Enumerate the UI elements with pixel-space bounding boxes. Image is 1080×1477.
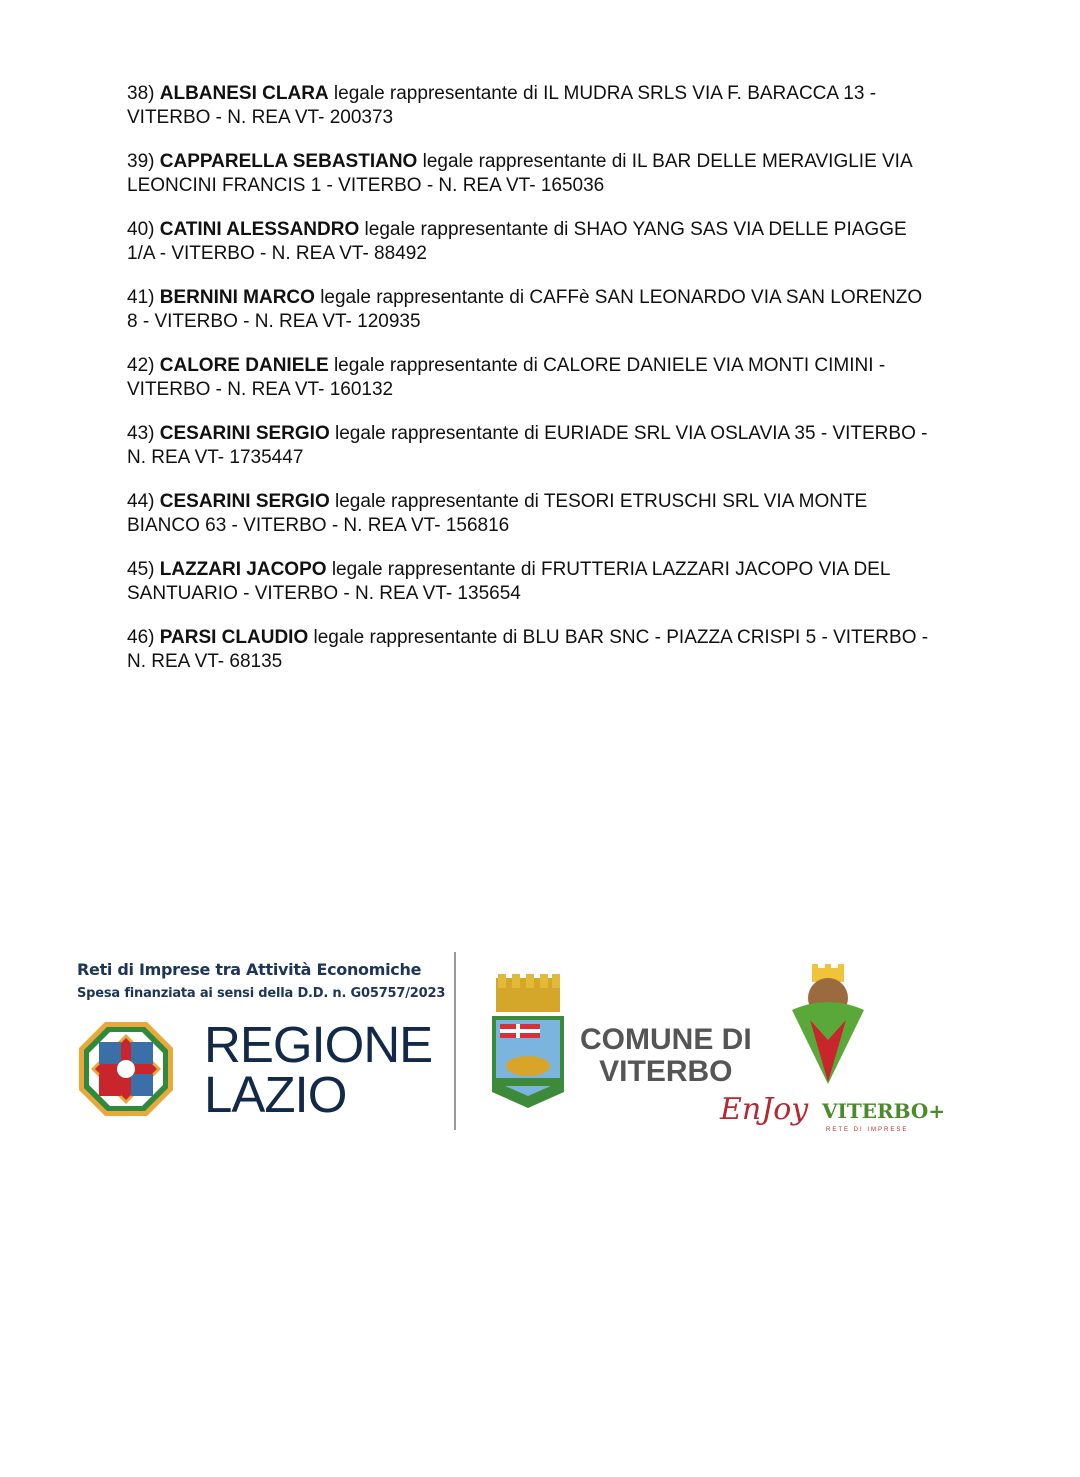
entry-details: legale rappresentante di EURIADE SRL VIA OSLAVIA 35 - VITERBO - bbox=[335, 423, 928, 444]
entry-details: legale rappresentante di FRUTTERIA LAZZARI JACOPO VIA DEL bbox=[331, 559, 891, 580]
entry-name: LAZZARI JACOPO bbox=[159, 559, 327, 580]
entry-number: 44) bbox=[127, 491, 155, 512]
entry-details: legale rappresentante di CAFFè SAN LEONARDO VIA SAN LORENZO bbox=[320, 287, 923, 308]
entry-details: legale rappresentante di IL BAR DELLE MERAVIGLIE VIA bbox=[422, 151, 913, 172]
entry-number: 42) bbox=[127, 355, 155, 376]
list-item bbox=[127, 490, 1007, 538]
entry-number: 40) bbox=[127, 219, 155, 240]
logo-divider bbox=[454, 952, 456, 1130]
reti-title: Reti di Imprese tra Attività Economiche bbox=[77, 960, 422, 979]
list-item bbox=[127, 218, 1007, 266]
entry-details: legale rappresentante di BLU BAR SNC - PIAZZA CRISPI 5 - VITERBO - bbox=[313, 627, 929, 648]
regione-lazio-emblem-icon bbox=[77, 1020, 175, 1118]
enjoy-tagline: RETE DI IMPRESE bbox=[826, 1127, 909, 1133]
list-item bbox=[127, 354, 1007, 402]
entry-details-cont: N. REA VT- 68135 bbox=[127, 651, 283, 672]
list-item bbox=[127, 422, 1007, 470]
enjoy-script: EnJoy bbox=[720, 1092, 809, 1127]
regione-line1: REGIONE bbox=[204, 1016, 433, 1073]
entry-name: CALORE DANIELE bbox=[159, 355, 329, 376]
reti-subtitle: Spesa finanziata ai sensi della D.D. n. G05757/2023 bbox=[77, 986, 446, 1001]
entry-number: 45) bbox=[127, 559, 155, 580]
entry-details-cont: N. REA VT- 1735447 bbox=[127, 447, 304, 468]
entry-details-cont: SANTUARIO - VITERBO - N. REA VT- 135654 bbox=[127, 583, 521, 604]
entry-number: 41) bbox=[127, 287, 155, 308]
list-item bbox=[127, 286, 1007, 334]
entry-details: legale rappresentante di TESORI ETRUSCHI SRL VIA MONTE bbox=[335, 491, 868, 512]
entry-name: BERNINI MARCO bbox=[159, 287, 315, 308]
entry-name: CESARINI SERGIO bbox=[159, 491, 330, 512]
entry-details: legale rappresentante di IL MUDRA SRLS VIA F. BARACCA 13 - bbox=[333, 83, 877, 104]
entry-details-cont: VITERBO - N. REA VT- 160132 bbox=[127, 379, 394, 400]
list-item bbox=[127, 150, 1007, 198]
list-item bbox=[127, 82, 1007, 130]
comune-di-viterbo-wordmark bbox=[580, 1024, 752, 1088]
enjoy-viterbo-mascot-icon bbox=[788, 964, 868, 1088]
entry-details: legale rappresentante di CALORE DANIELE VIA MONTI CIMINI - bbox=[333, 355, 886, 376]
comune-line1: COMUNE DI bbox=[580, 1023, 752, 1056]
entry-details: legale rappresentante di SHAO YANG SAS VIA DELLE PIAGGE bbox=[364, 219, 907, 240]
entry-details-cont: LEONCINI FRANCIS 1 - VITERBO - N. REA VT- 165036 bbox=[127, 175, 605, 196]
entry-number: 46) bbox=[127, 627, 155, 648]
entry-details-cont: BIANCO 63 - VITERBO - N. REA VT- 156816 bbox=[127, 515, 510, 536]
regione-lazio-wordmark bbox=[204, 1016, 433, 1123]
entry-details-cont: 1/A - VITERBO - N. REA VT- 88492 bbox=[127, 243, 427, 264]
enjoy-viterbo-name: VITERBO+ bbox=[822, 1099, 946, 1123]
viterbo-coat-of-arms-icon bbox=[490, 974, 566, 1110]
footer-logos bbox=[70, 950, 970, 1150]
entry-name: PARSI CLAUDIO bbox=[159, 627, 309, 648]
comune-line2: VITERBO bbox=[599, 1055, 733, 1088]
entry-details-cont: VITERBO - N. REA VT- 200373 bbox=[127, 107, 394, 128]
member-list bbox=[127, 82, 1007, 694]
entry-details-cont: 8 - VITERBO - N. REA VT- 120935 bbox=[127, 311, 421, 332]
entry-name: ALBANESI CLARA bbox=[159, 83, 329, 104]
list-item bbox=[127, 626, 1007, 674]
regione-line2: LAZIO bbox=[204, 1066, 347, 1123]
entry-name: CESARINI SERGIO bbox=[159, 423, 330, 444]
entry-number: 43) bbox=[127, 423, 155, 444]
entry-name: CATINI ALESSANDRO bbox=[159, 219, 360, 240]
list-item bbox=[127, 558, 1007, 606]
entry-number: 39) bbox=[127, 151, 155, 172]
entry-number: 38) bbox=[127, 83, 155, 104]
entry-name: CAPPARELLA SEBASTIANO bbox=[159, 151, 418, 172]
